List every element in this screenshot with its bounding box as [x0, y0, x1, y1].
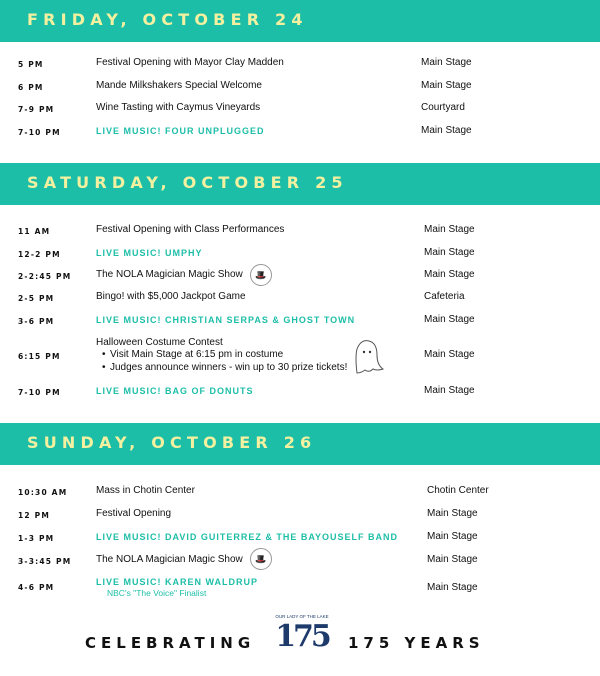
event-time: 6:15 PM	[18, 352, 61, 361]
event-time: 12 PM	[18, 511, 51, 520]
event-location: Main Stage	[424, 269, 475, 280]
event-time: 6 PM	[18, 83, 44, 92]
list-item	[0, 531, 600, 547]
event-location: Cafeteria	[424, 291, 465, 302]
list-item	[0, 80, 600, 96]
list-item	[0, 508, 600, 524]
event-time: 3-6 PM	[18, 317, 55, 326]
event-location: Main Stage	[421, 125, 472, 136]
event-name: Mass in Chotin Center	[96, 485, 195, 496]
footer-years: 175 YEARS	[348, 634, 485, 652]
event-location: Main Stage	[424, 314, 475, 325]
event-time: 3-3:45 PM	[18, 557, 72, 566]
magician-logo-icon: 🎩	[250, 264, 272, 286]
list-item	[0, 57, 600, 73]
event-name: LIVE MUSIC! FOUR UNPLUGGED	[96, 126, 265, 136]
event-time: 7-10 PM	[18, 128, 61, 137]
event-name: LIVE MUSIC! KAREN WALDRUP	[96, 577, 258, 587]
magician-logo-icon: 🎩	[250, 548, 272, 570]
event-name: Halloween Costume Contest	[96, 337, 223, 348]
list-item	[0, 291, 600, 307]
event-time: 7-9 PM	[18, 105, 55, 114]
list-item	[0, 247, 600, 263]
event-name: Wine Tasting with Caymus Vineyards	[96, 102, 261, 113]
event-name: Bingo! with $5,000 Jackpot Game	[96, 291, 246, 302]
event-time: 1-3 PM	[18, 534, 55, 543]
day-title: SUNDAY, OCTOBER 26	[27, 433, 317, 452]
event-time: 10:30 AM	[18, 488, 68, 497]
day-title: SATURDAY, OCTOBER 25	[27, 173, 348, 192]
event-location: Main Stage	[427, 531, 478, 542]
list-item	[0, 125, 600, 141]
list-item	[0, 224, 600, 240]
event-location: Main Stage	[424, 349, 475, 360]
day-title: FRIDAY, OCTOBER 24	[27, 10, 308, 29]
event-name: Festival Opening	[96, 508, 172, 519]
event-location: Main Stage	[427, 582, 478, 593]
logo-text: OUR LADY OF THE LAKE	[275, 614, 329, 619]
event-location: Main Stage	[424, 224, 475, 235]
event-time: 2-2:45 PM	[18, 272, 72, 281]
ghost-icon	[347, 337, 387, 377]
list-item	[0, 337, 600, 373]
event-location: Main Stage	[421, 57, 472, 68]
event-name: Festival Opening with Mayor Clay Madden	[96, 57, 284, 68]
day-header-saturday	[0, 163, 600, 205]
event-location: Main Stage	[424, 385, 475, 396]
event-time: 4-6 PM	[18, 583, 55, 592]
list-item	[0, 385, 600, 401]
event-name: LIVE MUSIC! DAVID GUITERREZ & THE BAYOUSELF BAND	[96, 532, 399, 542]
parish-175-logo	[272, 614, 332, 674]
list-item	[0, 485, 600, 501]
day-header-sunday	[0, 423, 600, 465]
list-item	[0, 314, 600, 330]
event-location: Main Stage	[427, 508, 478, 519]
logo-number: 175	[275, 619, 329, 654]
event-name: The NOLA Magician Magic Show	[96, 554, 243, 565]
event-location: Main Stage	[427, 554, 478, 565]
event-location: Main Stage	[424, 247, 475, 258]
event-name: LIVE MUSIC! CHRISTIAN SERPAS & GHOST TOWN	[96, 315, 356, 325]
event-time: 7-10 PM	[18, 388, 61, 397]
event-name: Mande Milkshakers Special Welcome	[96, 80, 262, 91]
event-time: 12-2 PM	[18, 250, 61, 259]
list-item	[0, 269, 600, 285]
event-location: Courtyard	[421, 102, 465, 113]
event-detail: • Visit Main Stage at 6:15 pm in costume	[100, 349, 347, 362]
event-name: Festival Opening with Class Performances	[96, 224, 285, 235]
event-time: 11 AM	[18, 227, 51, 236]
list-item	[0, 576, 600, 598]
event-name: The NOLA Magician Magic Show	[96, 269, 243, 280]
list-item	[0, 554, 600, 570]
event-name: LIVE MUSIC! BAG OF DONUTS	[96, 386, 254, 396]
event-detail: • Judges announce winners - win up to 30 prize tickets!	[100, 362, 347, 375]
event-location: Main Stage	[421, 80, 472, 91]
event-time: 5 PM	[18, 60, 44, 69]
event-subtitle: NBC's "The Voice" Finalist	[107, 588, 207, 598]
event-time: 2-5 PM	[18, 294, 55, 303]
list-item	[0, 102, 600, 118]
day-header-friday	[0, 0, 600, 42]
footer-celebrating: CELEBRATING	[85, 634, 256, 652]
event-location: Chotin Center	[427, 485, 489, 496]
event-name: LIVE MUSIC! UMPHY	[96, 248, 203, 258]
